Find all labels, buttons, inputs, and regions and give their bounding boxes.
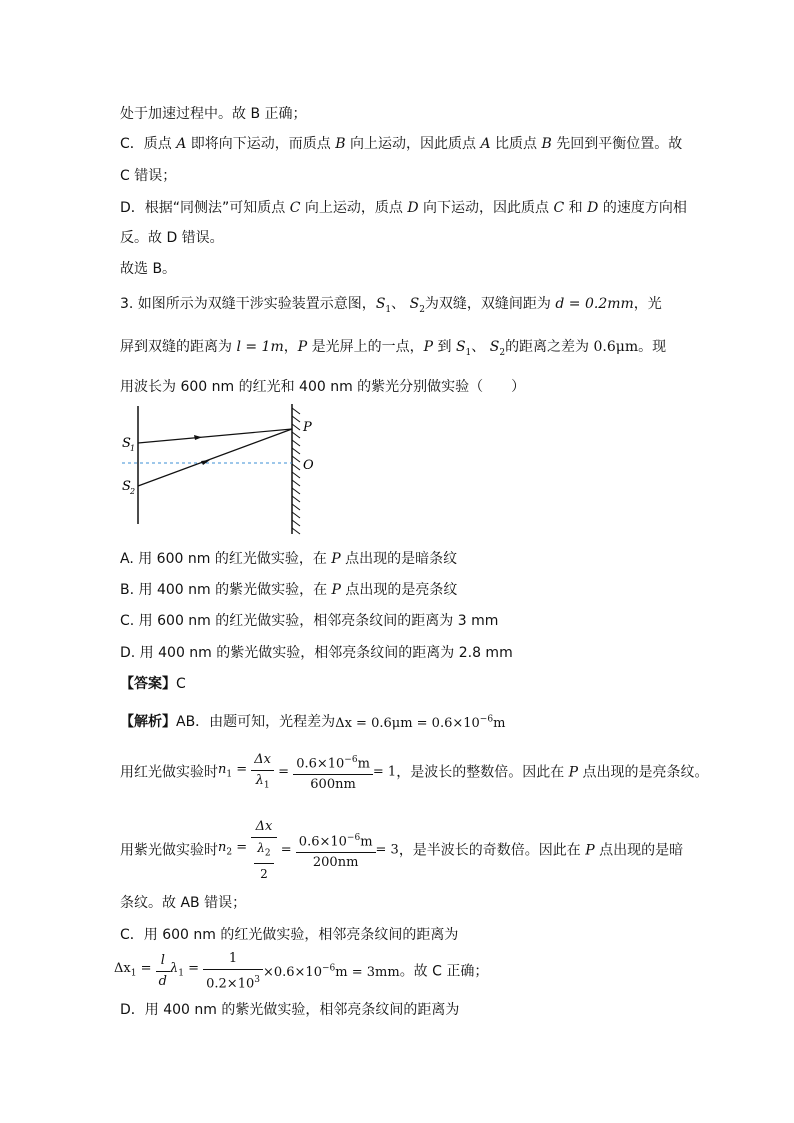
answer-line: 【答案】C — [120, 676, 186, 692]
solution-c-line: C．用 600 nm 的红光做实验，相邻亮条纹间的距离为 — [120, 927, 459, 943]
analysis-line: 【解析】AB．由题可知，光程差为$\Delta x = 0.6\mu m = 0.6\times 10^{-6}m$ — [120, 714, 506, 732]
intro-option-d-cont: 反。故 D 错误。 — [120, 230, 224, 246]
intro-line-1: 处于加速过程中。故 B 正确； — [120, 106, 307, 122]
ray-s1 — [138, 429, 292, 443]
option-b: B. 用 400 nm 的紫光做实验，在 P 点出现的是亮条纹 — [120, 582, 458, 598]
question-line-3: 用波长为 600 nm 的红光和 400 nm 的紫光分别做实验（ ） — [120, 379, 526, 395]
label-s1-sub: 1 — [130, 444, 136, 453]
double-slit-diagram — [116, 404, 326, 536]
question-line-1: 3. 如图所示为双缝干涉实验装置示意图，$S_1$、 $S_2$为双缝，双缝间距为 d = 0.2mm，光 — [120, 296, 662, 315]
question-line-2: 屏到双缝的距离为 l = 1m，P 是光屏上的一点，P 到 $S_1$、 $S_2$的距离之差为 0.6μm。现 — [120, 339, 667, 358]
violet-frac-2: $\frac{0.6\times 10^{-6}m}{200nm}$ — [296, 829, 376, 872]
solution-d-line: D．用 400 nm 的紫光做实验，相邻亮条纹间的距离为 — [120, 1002, 460, 1018]
label-s2-sub: 2 — [130, 487, 136, 496]
violet-conclusion: 条纹。故 AB 错误； — [120, 895, 247, 911]
arrow-s1 — [194, 435, 202, 440]
c-frac-2: $\frac{1}{0.2\times 10^3}$ — [203, 950, 263, 993]
c-frac-1: $\frac{l}{d}$ — [156, 952, 170, 991]
intro-option-c-cont: C 错误； — [120, 168, 177, 184]
solution-c-equation: $\Delta x_1$ = $\frac{l}{d}$ $\lambda_1$ = $\frac{1}{0.2\times 10^3}$ $\times 0.6\times 10^{-6}m = 3mm$。故 C 正确； — [114, 950, 489, 991]
label-s2: S — [122, 479, 131, 494]
option-c: C. 用 600 nm 的红光做实验，相邻亮条纹间的距离为 3 mm — [120, 613, 499, 629]
label-o: O — [303, 458, 314, 473]
screen-hatching — [292, 408, 300, 534]
intro-option-c: C．质点 A 即将向下运动，而质点 B 向上运动，因此质点 A 比质点 B 先回到平衡位置。故 — [120, 136, 683, 152]
option-d: D. 用 400 nm 的紫光做实验，相邻亮条纹间的距离为 2.8 mm — [120, 645, 513, 661]
label-s1: S — [122, 436, 131, 451]
option-a: A. 用 600 nm 的红光做实验，在 P 点出现的是暗条纹 — [120, 551, 458, 567]
red-frac-2: $\frac{0.6\times 10^{-6}m}{600nm}$ — [293, 751, 373, 794]
label-p: P — [303, 420, 312, 435]
ray-s2 — [138, 429, 292, 486]
intro-option-d: D．根据“同侧法”可知质点 C 向上运动，质点 D 向下运动，因此质点 C 和 D 的速度方向相 — [120, 200, 687, 216]
violet-light-calc: 用紫光做实验时$n_2$ = $\frac{\Delta x}{\frac{\lambda_2}{2}}$ = $\frac{0.6\times 10^{-6}m}{200nm}$ = 3，是半波长的奇数倍。因此在 P 点出现的是暗 — [120, 819, 684, 882]
red-light-calc: 用红光做实验时$n_1$ = $\frac{\Delta x}{\lambda_1}$ = $\frac{0.6\times 10^{-6}m}{600nm}$ = 1，是波长的整数倍。因此在 P 点出现的是亮条纹。 — [120, 748, 709, 797]
red-frac-1: $\frac{\Delta x}{\lambda_1}$ — [251, 751, 274, 795]
violet-frac-1: $\frac{\Delta x}{\frac{\lambda_2}{2}}$ — [251, 818, 276, 883]
intro-answer: 故选 B。 — [120, 261, 177, 277]
